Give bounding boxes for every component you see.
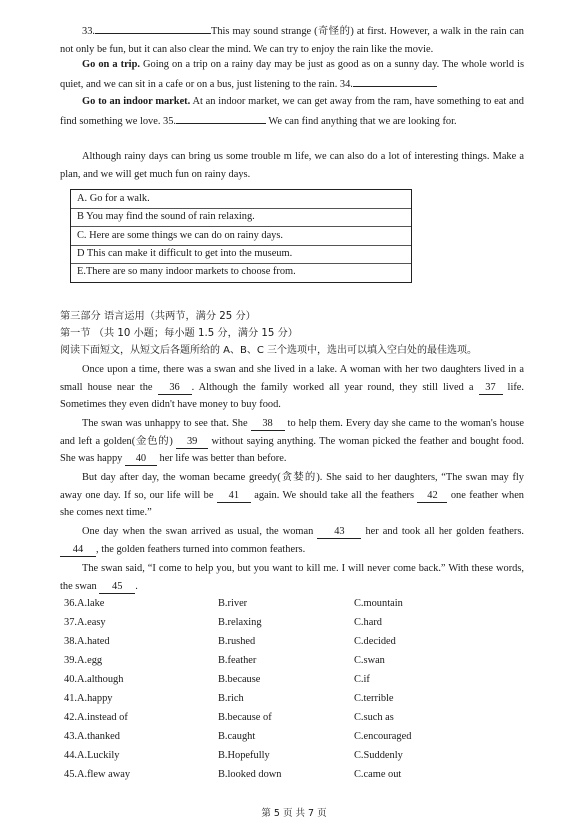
choice-option-c[interactable]: C.decided [354,636,396,647]
paragraph-text: , the golden feathers turned into common feathers. [96,543,306,555]
cloze-paragraph-4 [60,523,524,558]
blank-number-33: 33. [82,26,95,37]
choice-option-c[interactable]: C.such as [354,712,394,723]
choice-option-c[interactable]: C.hard [354,617,382,628]
choice-row-38 [64,633,534,651]
choice-option-c[interactable]: C.came out [354,769,402,780]
answer-blank-35 [176,111,266,124]
cloze-paragraph-3 [60,469,524,522]
choice-option-a[interactable]: 37.A.easy [64,617,106,628]
paragraph-text: . [135,580,138,592]
choice-option-c[interactable]: C.if [354,674,370,685]
cloze-blank-37: 37 [479,382,503,395]
reading-paragraph-34 [60,56,524,93]
choice-option-b[interactable]: B.because of [218,712,272,723]
paragraph-heading: Go on a trip. [82,59,140,70]
choice-option-b[interactable]: B.feather [218,655,257,666]
choice-row-45 [64,766,534,784]
choice-row-39 [64,652,534,670]
choice-option-b[interactable]: B.relaxing [218,617,262,628]
paragraph-text: The swan was unhappy to see that. She [82,418,251,429]
paragraph-heading: Go to an indoor market. [82,96,191,107]
reading-paragraph-conclusion [60,148,524,183]
choice-row-36 [64,595,534,613]
paragraph-text: . Although the family worked all year round, they still lived a [191,381,479,393]
answer-blank-34 [353,74,437,87]
choice-option-a[interactable]: 45.A.flew away [64,769,131,780]
cloze-blank-39: 39 [176,436,208,449]
choice-row-44 [64,747,534,765]
options-box [70,189,412,283]
paragraph-text: without saying anything. The woman picked the feather and bought food. She was happy [60,435,524,464]
paragraph-text: life. Sometimes they even didn't have money to buy food. [60,381,525,410]
choice-option-a[interactable]: 38.A.hated [64,636,110,647]
cloze-blank-41: 41 [217,490,251,503]
page-footer: 第 5 页 共 7 页 [261,808,327,819]
paragraph-text: her and took all her golden feathers. [361,526,524,537]
choice-option-b[interactable]: B.rich [218,693,244,704]
cloze-paragraph-1 [60,361,524,414]
cloze-blank-40: 40 [125,453,157,466]
paragraph-text: We can find anything that we are looking for. [266,115,457,127]
choice-option-c[interactable]: C.swan [354,655,385,666]
choice-row-37 [64,614,534,632]
cloze-paragraph-5 [60,560,524,595]
section1-title: 第一节 （共 10 小题；每小题 1.5 分，满分 15 分） [60,328,298,339]
choice-row-41 [64,690,534,708]
choice-option-c[interactable]: C.Suddenly [354,750,403,761]
choice-option-c[interactable]: C.encouraged [354,731,412,742]
choice-option-a[interactable]: 41.A.happy [64,693,113,704]
choice-option-b[interactable]: B.Hopefully [218,750,270,761]
choice-option-b[interactable]: B.because [218,674,261,685]
choice-option-c[interactable]: C.terrible [354,693,394,704]
choice-option-a[interactable]: 40.A.although [64,674,124,685]
option-d: D This can make it difficult to get into the museum. [77,248,293,259]
cloze-blank-45: 45 [99,581,135,594]
choice-option-b[interactable]: B.caught [218,731,256,742]
paragraph-text: Going on a trip on a rainy day may be just as good as on a sunny day. The whole world is quiet, and we can sit in a cafe or on a bus, just listening to the rain. 34. [60,59,525,90]
cloze-blank-44: 44 [60,544,96,557]
choice-option-b[interactable]: B.rushed [218,636,256,647]
cloze-blank-36: 36 [158,382,192,395]
part3-title: 第三部分 语言运用（共两节，满分 25 分） [60,311,256,322]
paragraph-text: One day when the swan arrived as usual, the woman [82,526,318,537]
option-b: B You may find the sound of rain relaxing. [77,211,255,222]
choice-row-43 [64,728,534,746]
reading-paragraph-35 [60,93,524,130]
paragraph-text: At an indoor market, we can get away from the ram, have something to eat and find something we love. 35. [60,96,524,127]
paragraph-text: one feather when she comes next time.” [60,489,524,518]
paragraph-text: Once upon a time, there was a swan and she lived in a lake. A woman with her two daughters lived in a small house near the [60,364,524,393]
choice-option-a[interactable]: 43.A.thanked [64,731,120,742]
paragraph-text: The swan said, “I come to help you, but you want to kill me. I will never come back.” With these words, the swan [60,563,524,592]
choice-option-b[interactable]: B.looked down [218,769,282,780]
paragraph-text: again. We should take all the feathers [250,489,418,501]
paragraph-text: But day after day, the woman became greedy(贪婪的). She said to her daughters, “The swan may fly away one day. If so, our life will be [60,472,524,501]
paragraph-text: Although rainy days can bring us some trouble m life, we can also do a lot of interesting things. Make a plan, and we will get much fun on rainy days. [60,151,524,180]
choice-option-c[interactable]: C.mountain [354,598,403,609]
choice-option-a[interactable]: 44.A.Luckily [64,750,120,761]
paragraph-text: her life was better than before. [156,453,287,464]
choice-option-a[interactable]: 39.A.egg [64,655,103,666]
choice-row-40 [64,671,534,689]
reading-paragraph-33 [60,21,524,58]
choice-option-b[interactable]: B.river [218,598,248,609]
choice-row-42 [64,709,534,727]
paragraph-text: to help them. Every day she came to the woman's house and left a golden(金色的) [60,418,524,447]
paragraph-text: This may sound strange (奇怪的) at first. However, a walk in the rain can not only be fun, but it can also clear the mind. We can try to enjoy the rain like the movie. [60,26,524,55]
option-a: A. Go for a walk. [77,193,150,204]
option-c: C. Here are some things we can do on rainy days. [77,230,284,241]
choice-option-a[interactable]: 42.A.instead of [64,712,128,723]
cloze-blank-43: 43 [317,526,361,539]
choice-option-a[interactable]: 36.A.lake [64,598,105,609]
cloze-instruction: 阅读下面短文，从短文后各题所给的 A、B、C 三个选项中，选出可以填入空白处的最佳选项。 [60,345,478,356]
option-e: E.There are so many indoor markets to choose from. [77,266,296,277]
answer-blank-33 [95,21,211,34]
cloze-blank-38: 38 [251,418,285,431]
cloze-blank-42: 42 [417,490,447,503]
cloze-paragraph-2 [60,415,524,468]
